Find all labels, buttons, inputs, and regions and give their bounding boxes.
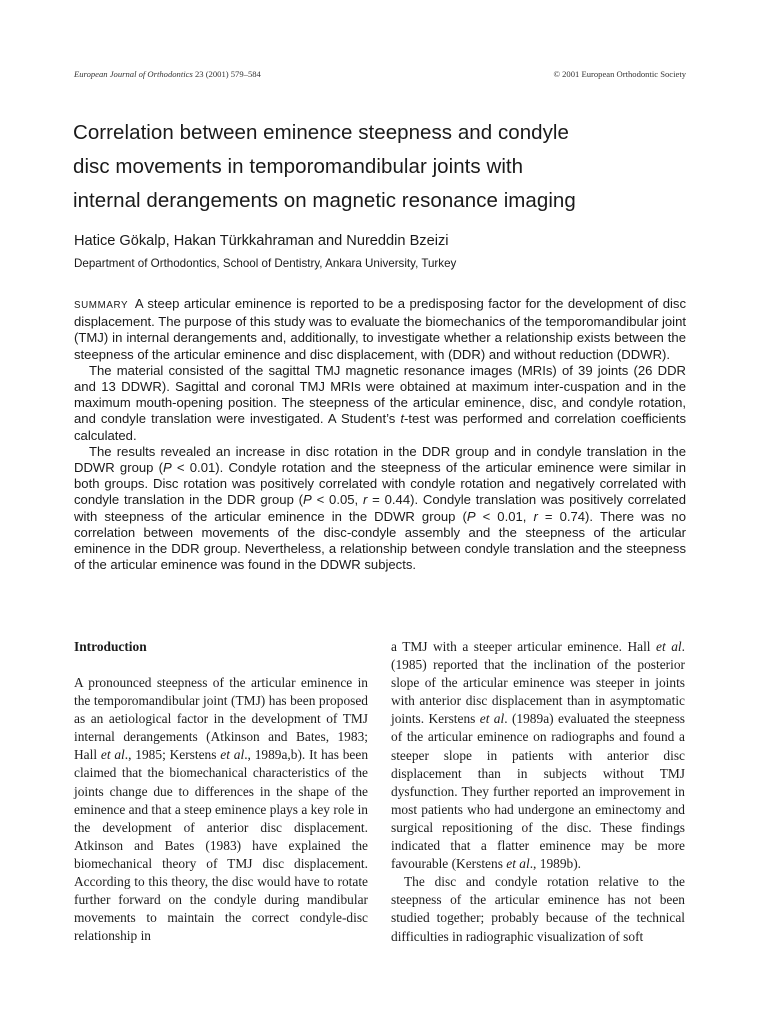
title-line: disc movements in temporomandibular joints with <box>73 155 524 178</box>
affiliation: Department of Orthodontics, School of Dentistry, Ankara University, Turkey <box>74 257 457 270</box>
abstract <box>74 296 686 573</box>
section-heading: Introduction <box>74 639 147 654</box>
abstract-paragraph: The results revealed an increase in disc rotation in the DDR group and in condyle translation in the DDWR group (P < 0.01). Condyle rotation and the steepness of the articular eminence were similar in both groups. Disc rotation was positively correlated with condyle rotation and negatively correlated with condyle translation in the DDR group (P < 0.05, r = 0.44). Condyle translation was positively correlated with steepness of the articular eminence in the DDWR group (P < 0.01, r = 0.74). There was no correlation between movements of the disc-condyle assembly and the steepness of the articular eminence in the DDR group. Nevertheless, a relationship between condyle translation and the steepness of the articular eminence was found in the DDWR subjects. <box>74 443 686 573</box>
volume-pages: 23 (2001) 579–584 <box>194 69 261 79</box>
body-paragraph: a TMJ with a steeper articular eminence. Hall et al. (1985) reported that the inclination of the posterior slope of the articular eminence was steeper in joints with anterior disc displacement than in asymptomatic joints. Kerstens et al. (1989a) evaluated the steepness of the articular eminence on radiographs and found a steeper slope in patients with anterior disc displacement than in subjects without TMJ dysfunction. They further reported an improvement in most patients who had undergone an eminectomy and surgical repositioning of the disc. These findings indicated that a flatter eminence may be more favourable (Kerstens et al., 1989b). <box>391 639 685 872</box>
copyright-notice: © 2001 European Orthodontic Society <box>553 69 686 79</box>
article-title <box>73 116 713 218</box>
title-line: internal derangements on magnetic resonance imaging <box>73 189 576 212</box>
body-column-right <box>391 638 685 946</box>
body-paragraph: A pronounced steepness of the articular eminence in the temporomandibular joint (TMJ) has been proposed as an aetiological factor in the development of TMJ internal derangements (Atkinson and Bates, 1983; Hall et al., 1985; Kerstens et al., 1989a,b). It has been claimed that the biomechanical characteristics of the joints change due to differences in the shape of the eminence and that a steep eminence plays a key role in the development of anterior disc displacement. Atkinson and Bates (1983) have explained the biomechanical theory of TMJ disc displacement. According to this theory, the disc would have to rotate further forward on the condyle during mandibular movements to maintain the correct condyle-disc relationship in <box>74 675 369 944</box>
journal-citation <box>74 69 261 79</box>
body-column-left <box>74 638 368 945</box>
title-line: Correlation between eminence steepness and condyle <box>73 121 569 144</box>
journal-name: European Journal of Orthodontics <box>74 69 193 79</box>
body-paragraph: The disc and condyle rotation relative to the steepness of the articular eminence has not been studied together; probably because of the technical difficulties in radiographic visualization of soft <box>391 874 685 944</box>
summary-label: SUMMARY <box>74 300 129 311</box>
running-head <box>74 69 686 83</box>
abstract-paragraph: The material consisted of the sagittal TMJ magnetic resonance images (MRIs) of 39 joints (26 DDR and 13 DDWR). Sagittal and coronal TMJ MRIs were obtained at maximum inter-cuspation and in the maximum mouth-opening position. The steepness of the articular eminence, disc, and condyle rotation, and condyle translation were investigated. A Student’s t-test was performed and correlation coefficients calculated. <box>74 362 686 443</box>
author-list: Hatice Gökalp, Hakan Türkkahraman and Nureddin Bzeizi <box>74 233 449 249</box>
abstract-paragraph: SUMMARY A steep articular eminence is reported to be a predisposing factor for the development of disc displacement. The purpose of this study was to evaluate the biomechanics of the temporomandibular joint (TMJ) in internal derangements and, additionally, to investigate whether a relationship exists between the steepness of the articular eminence and disc displacement, with (DDR) and without reduction (DDWR). <box>74 296 687 362</box>
